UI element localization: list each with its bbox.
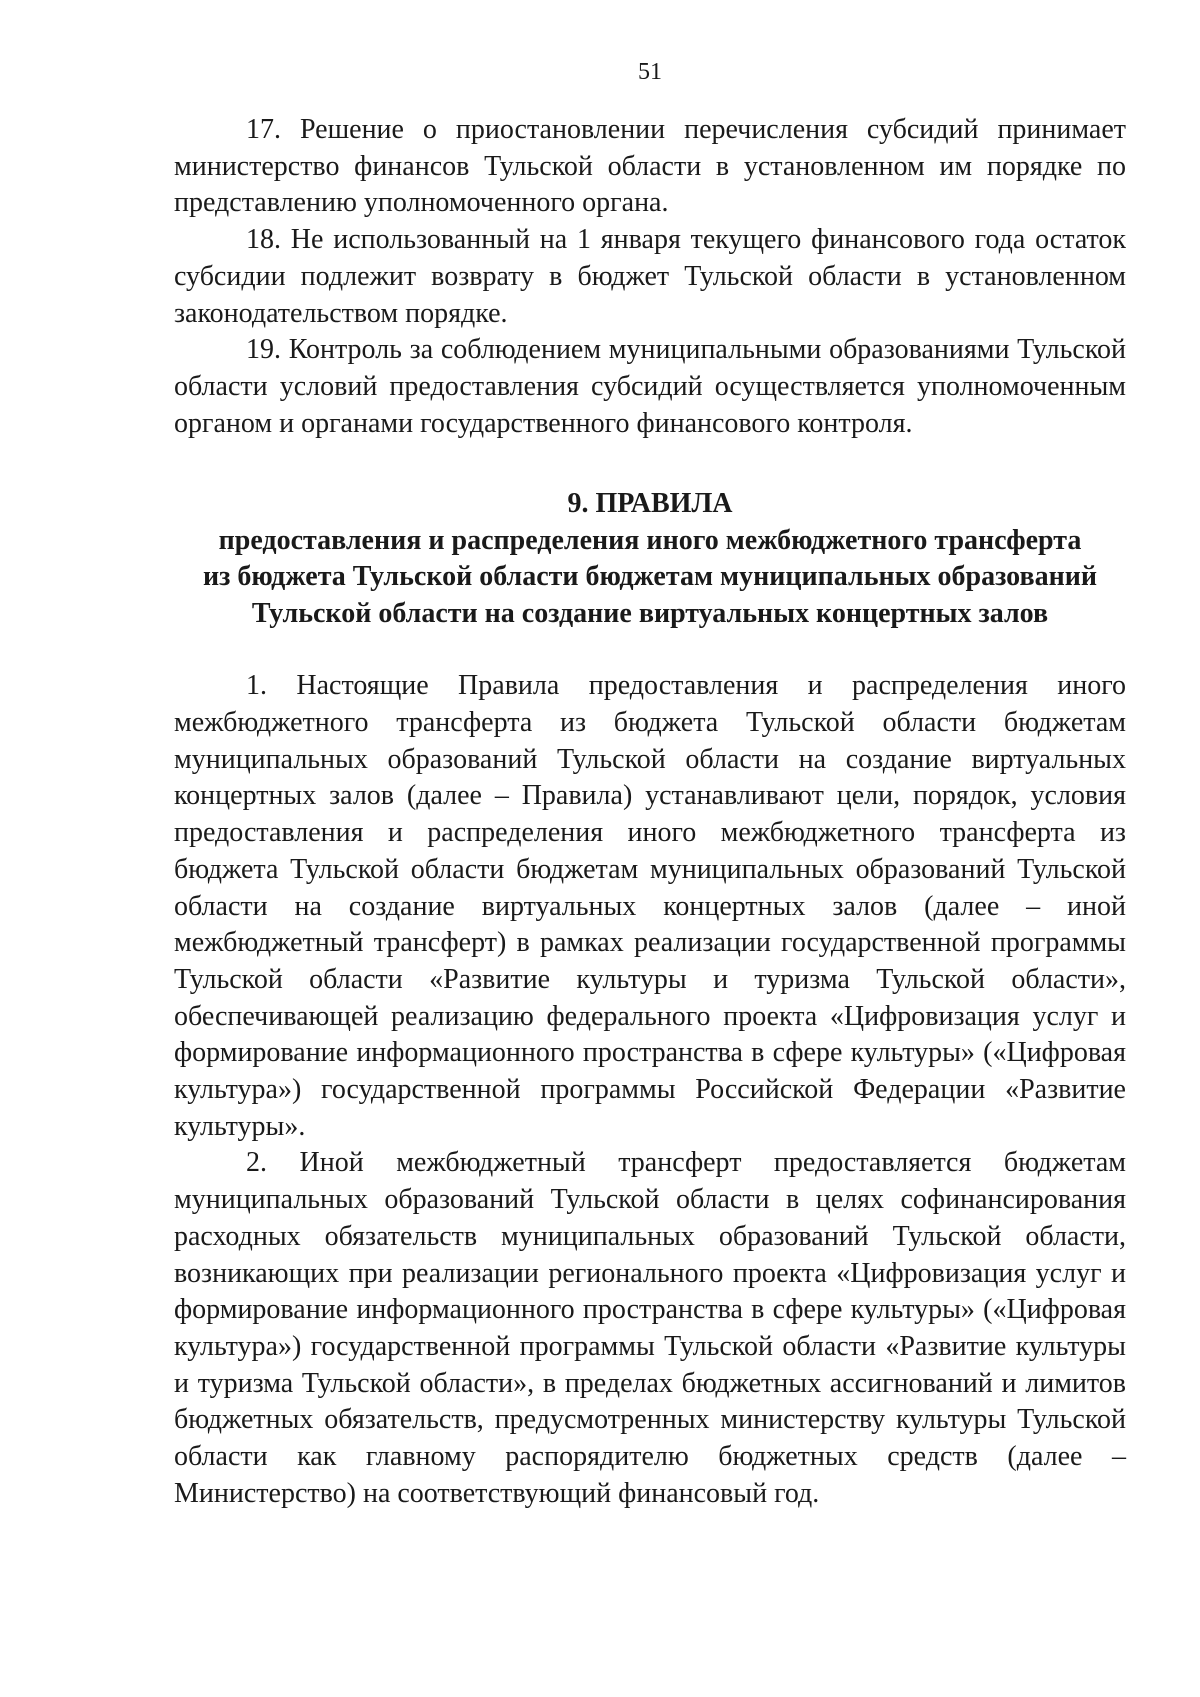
- section-subtitle-line: из бюджета Тульской области бюджетам муниципальных образований: [202, 561, 1098, 593]
- rules-paragraph-2: 2. Иной межбюджетный трансферт предоставляется бюджетам муниципальных образований Тульской области в целях софинансирования расходных обязательств муниципальных образований Тульской области, возникающих при реализации регионального проекта «Цифровизация услуг и формирование информационного пространства в сфере культуры» («Цифровая культура») государственной программы Тульской области «Развитие культуры и туризма Тульской области», в пределах бюджетных ассигнований и лимитов бюджетных обязательств, предусмотренных министерству культуры Тульской области как главному распорядителю бюджетных средств (далее – Министерство) на соответствующий финансовый год.: [174, 1147, 1126, 1509]
- section-subtitle-line: Тульской области на создание виртуальных концертных залов: [251, 597, 1049, 629]
- section-title: 9. ПРАВИЛА: [567, 488, 733, 520]
- section-subtitle-line: предоставления и распределения иного межбюджетного трансферта: [218, 524, 1082, 556]
- rules-paragraph-1: 1. Настоящие Правила предоставления и распределения иного межбюджетного трансферта из бюджета Тульской области бюджетам муниципальных образований Тульской области на создание виртуальных концертных залов (далее – Правила) устанавливают цели, порядок, условия предоставления и распределения иного межбюджетного трансферта из бюджета Тульской области бюджетам муниципальных образований Тульской области на создание виртуальных концертных залов (далее – иной межбюджетный трансферт) в рамках реализации государственной программы Тульской области «Развитие культуры и туризма Тульской области», обеспечивающей реализацию федерального проекта «Цифровизация услуг и формирование информационного пространства в сфере культуры» («Цифровая культура») государственной программы Российской Федерации «Развитие культуры».: [174, 670, 1126, 1142]
- paragraph-19: 19. Контроль за соблюдением муниципальными образованиями Тульской области условий предоставления субсидий осуществляется уполномоченным органом и органами государственного финансового контроля.: [174, 334, 1126, 439]
- page-number: 51: [638, 59, 662, 85]
- paragraph-17: 17. Решение о приостановлении перечисления субсидий принимает министерство финансов Тульской области в установленном им порядке по представлению уполномоченного органа.: [174, 114, 1126, 219]
- document-page: [174, 52, 1126, 1513]
- paragraph-18: 18. Не использованный на 1 января текущего финансового года остаток субсидии подлежит возврату в бюджет Тульской области в установленном законодательством порядке.: [174, 224, 1126, 329]
- section-heading: [174, 486, 1126, 632]
